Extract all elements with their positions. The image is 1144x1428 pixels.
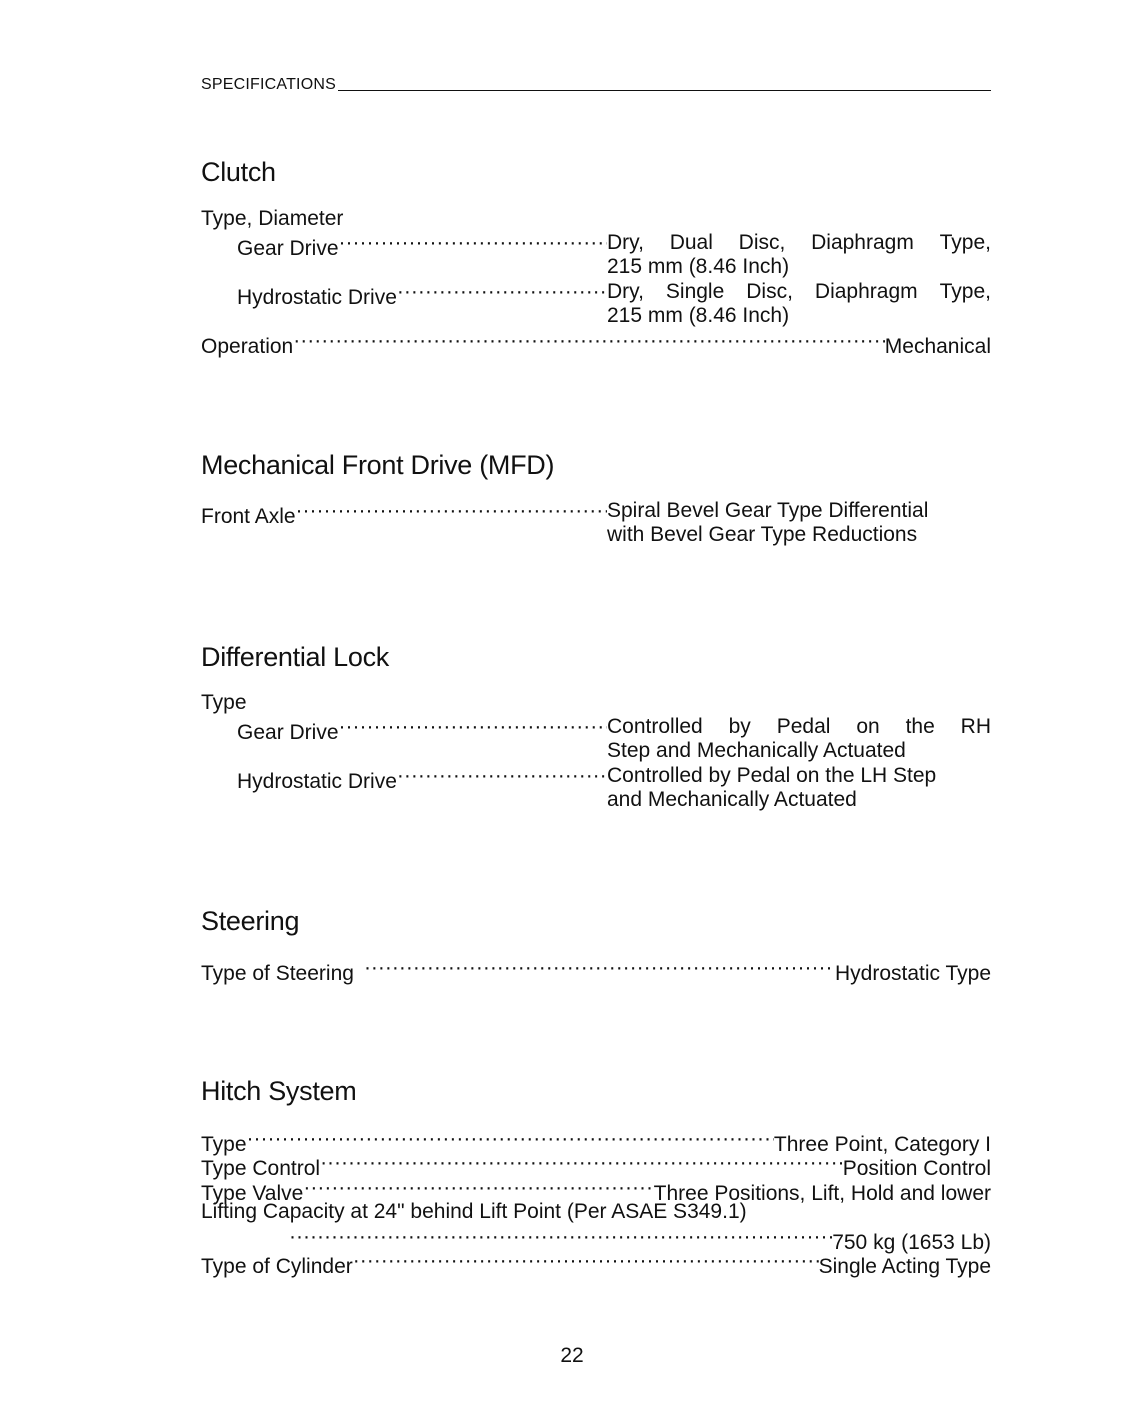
clutch-gear-drive-row — [237, 231, 607, 261]
page-number: 22 — [560, 1344, 584, 1367]
clutch-operation-label: Operation — [201, 335, 294, 358]
hitch-valve-label: Type Valve — [201, 1182, 304, 1205]
leader-dots — [397, 764, 607, 788]
leader-dots — [364, 956, 835, 980]
clutch-operation-value: Mechanical — [884, 335, 991, 358]
leader-dots — [296, 499, 607, 523]
leader-dots — [339, 231, 607, 255]
diff-lock-gear-drive-row — [237, 715, 607, 745]
hitch-title: Hitch System — [201, 1076, 357, 1106]
steering-title: Steering — [201, 906, 300, 936]
clutch-gear-drive-value-line2: 215 mm (8.46 Inch) — [607, 255, 790, 278]
leader-dots — [247, 1127, 774, 1151]
word: Single — [665, 280, 725, 303]
hitch-lifting-value: 750 kg (1653 Lb) — [832, 1231, 991, 1254]
word: on — [856, 715, 880, 738]
diff-lock-gear-drive-label: Gear Drive — [237, 721, 339, 744]
word: RH — [960, 715, 991, 738]
leader-dots — [293, 329, 885, 353]
mfd-front-axle-value: Spiral Bevel Gear Type Differential — [607, 499, 929, 522]
word: the — [905, 715, 935, 738]
word: Disc, — [738, 231, 786, 254]
diff-lock-hydro-value: Controlled by Pedal on the LH Step — [607, 764, 937, 787]
clutch-gear-drive-value — [607, 231, 991, 255]
steering-type-value: Hydrostatic Type — [834, 962, 991, 985]
header-label: SPECIFICATIONS — [201, 76, 336, 93]
leader-dots — [303, 1176, 653, 1200]
clutch-title: Clutch — [201, 157, 276, 187]
hitch-control-label: Type Control — [201, 1157, 321, 1180]
clutch-operation-row — [201, 329, 991, 359]
diff-lock-gear-drive-value-line2: Step and Mechanically Actuated — [607, 739, 906, 762]
leader-dots — [353, 1249, 819, 1273]
hitch-cylinder-label: Type of Cylinder — [201, 1255, 353, 1278]
steering-type-label: Type of Steering — [201, 962, 354, 985]
hitch-type-label: Type — [201, 1133, 247, 1156]
word: Diaphragm — [811, 231, 914, 254]
diff-lock-type-label: Type — [201, 691, 247, 714]
word: Dual — [669, 231, 713, 254]
clutch-hydro-label: Hydrostatic Drive — [237, 286, 397, 309]
mfd-front-axle-value-line2: with Bevel Gear Type Reductions — [607, 523, 918, 546]
word: Controlled — [607, 715, 703, 738]
steering-type-row — [201, 956, 991, 986]
word: Disc, — [746, 280, 793, 303]
clutch-hydro-value-line2: 215 mm (8.46 Inch) — [607, 304, 790, 327]
hitch-valve-value: Three Positions, Lift, Hold and lower — [653, 1182, 991, 1205]
hitch-cylinder-value: Single Acting Type — [818, 1255, 991, 1278]
clutch-gear-drive-label: Gear Drive — [237, 237, 339, 260]
hitch-cylinder-row — [201, 1249, 991, 1279]
leader-dots — [289, 1225, 832, 1249]
diff-lock-gear-drive-value — [607, 715, 991, 739]
diff-lock-hydro-row — [237, 764, 607, 794]
clutch-hydro-value — [607, 280, 991, 304]
leader-dots — [320, 1151, 843, 1175]
word: Dry, — [607, 280, 644, 303]
leader-dots — [397, 280, 607, 304]
word: Diaphragm — [814, 280, 918, 303]
leader-dots — [339, 715, 607, 739]
diff-lock-hydro-label: Hydrostatic Drive — [237, 770, 397, 793]
word: Type, — [939, 231, 991, 254]
hitch-lifting-label: Lifting Capacity at 24" behind Lift Point (Per ASAE S349.1) — [201, 1200, 747, 1223]
hitch-control-value: Position Control — [842, 1157, 991, 1180]
clutch-hydro-row — [237, 280, 607, 310]
hitch-type-value: Three Point, Category I — [773, 1133, 991, 1156]
diff-lock-hydro-value-line2: and Mechanically Actuated — [607, 788, 857, 811]
clutch-type-label: Type, Diameter — [201, 207, 344, 230]
mfd-front-axle-label: Front Axle — [201, 505, 296, 528]
word: Dry, — [607, 231, 644, 254]
page-header — [201, 76, 991, 94]
word: Pedal — [776, 715, 831, 738]
diff-lock-title: Differential Lock — [201, 642, 390, 672]
word: Type, — [939, 280, 991, 303]
mfd-title: Mechanical Front Drive (MFD) — [201, 450, 555, 480]
word: by — [728, 715, 751, 738]
mfd-front-axle-row — [201, 499, 607, 529]
header-rule — [338, 90, 991, 91]
